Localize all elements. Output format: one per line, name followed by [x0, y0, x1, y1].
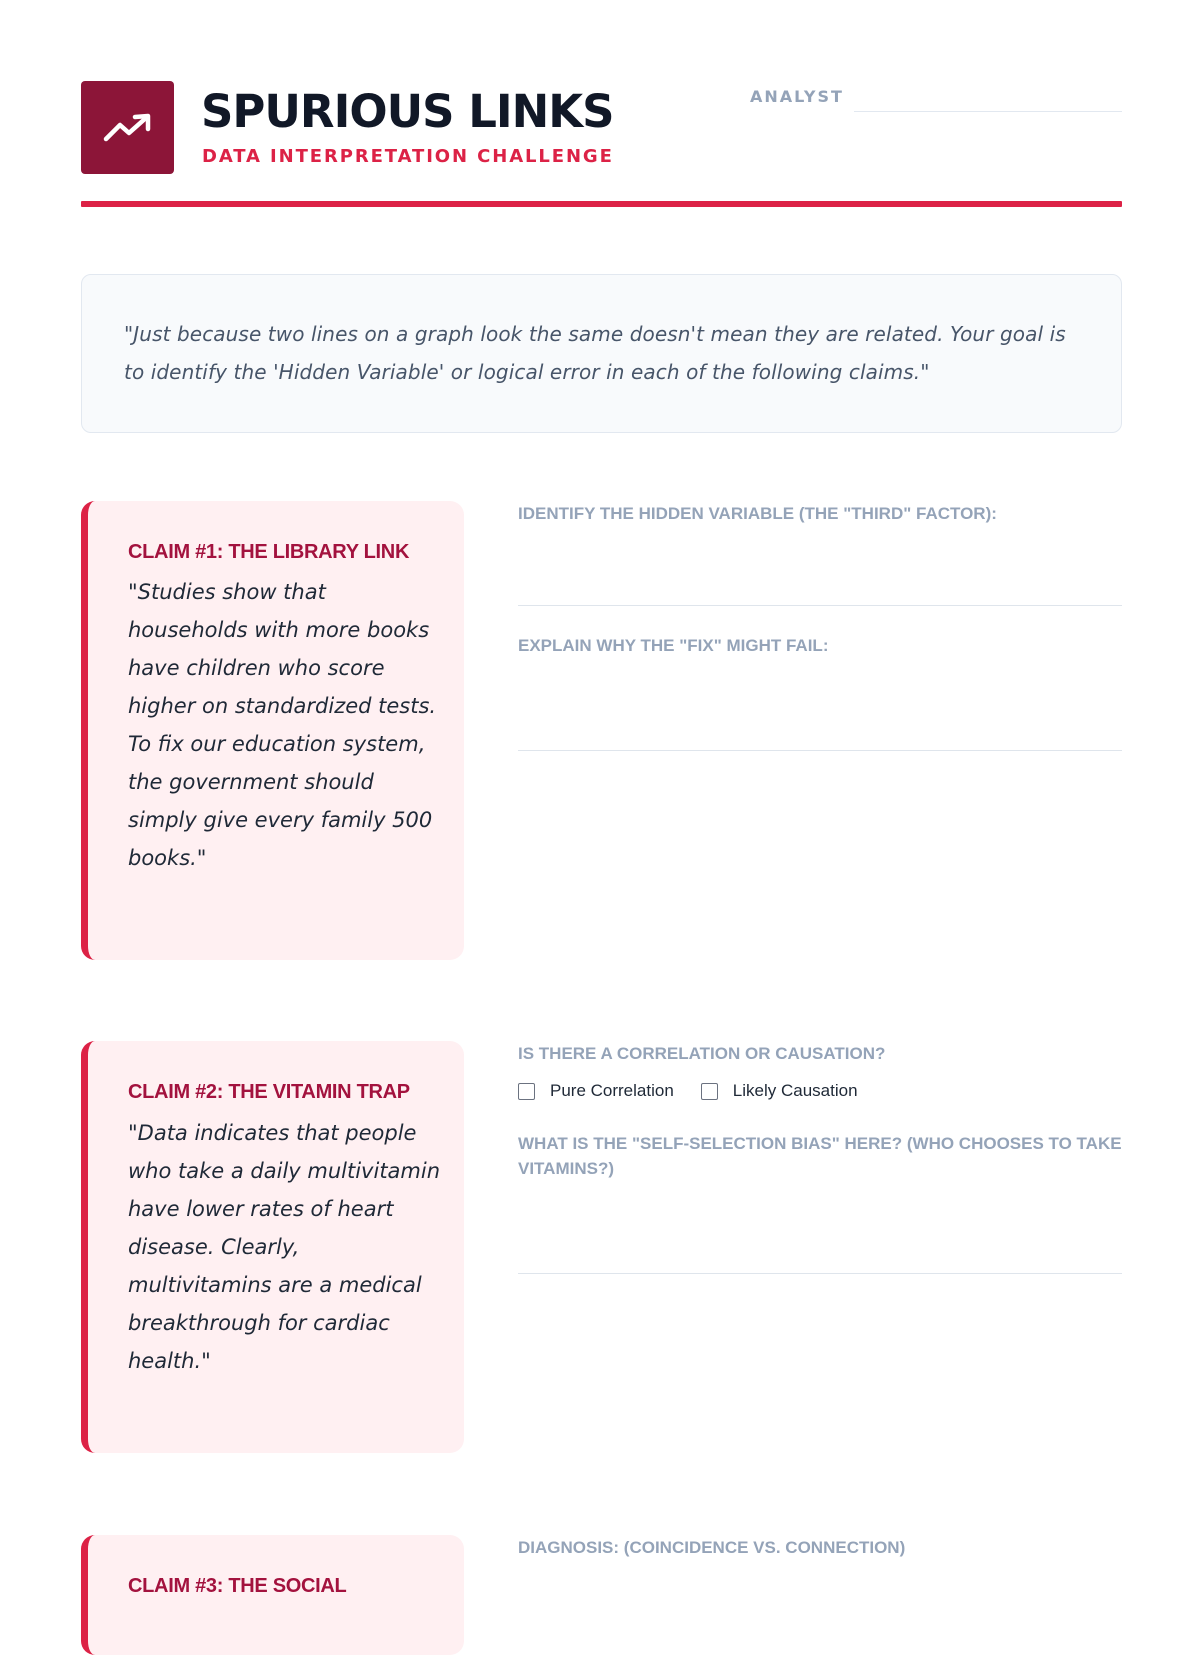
analyst-field[interactable]	[854, 111, 1122, 112]
logo	[81, 81, 174, 174]
intro-text: "Just because two lines on a graph look the same doesn't mean they are related. Your goal is to identify the 'Hidden Variable' or logical error in each of the following claims."	[124, 322, 1066, 384]
option-likely-causation[interactable]	[701, 1081, 858, 1101]
page-subtitle: DATA INTERPRETATION CHALLENGE	[202, 146, 614, 167]
claim-card	[81, 501, 464, 960]
intro-box	[81, 274, 1122, 433]
page-title: SPURIOUS LINKS	[201, 85, 614, 138]
header-divider	[81, 201, 1122, 207]
trending-up-icon	[103, 113, 153, 143]
worksheet	[81, 0, 1122, 1600]
question-label: IS THERE A CORRELATION OR CAUSATION?	[518, 1044, 886, 1063]
analyst-label: ANALYST	[750, 87, 844, 106]
option-label: Pure Correlation	[550, 1081, 674, 1100]
answer-field[interactable]	[518, 1273, 1122, 1274]
question-label: WHAT IS THE "SELF-SELECTION BIAS" HERE? (WHO CHOOSES TO TAKE VITAMINS?)	[518, 1134, 1122, 1178]
claim-quote: "Data indicates that people who take a daily multivitamin have lower rates of heart disease. Clearly, multivitamins are a medical breakthrough for cardiac health."	[128, 1121, 441, 1373]
claim-quote: "Studies show that households with more books have children who score higher on standardized tests. To fix our education system, the government should simply give every family 500 books."	[128, 580, 437, 870]
checkbox[interactable]	[518, 1083, 535, 1100]
option-pure-correlation[interactable]	[518, 1081, 674, 1101]
claim-title: CLAIM #3: THE SOCIAL	[128, 1575, 347, 1597]
question-label: IDENTIFY THE HIDDEN VARIABLE (THE "THIRD" FACTOR):	[518, 504, 997, 523]
claim-card	[81, 1041, 464, 1453]
claim-title: CLAIM #1: THE LIBRARY LINK	[128, 541, 410, 563]
answer-field[interactable]	[518, 750, 1122, 751]
question-label: DIAGNOSIS: (COINCIDENCE VS. CONNECTION)	[518, 1538, 906, 1557]
claim-card	[81, 1535, 464, 1655]
claim-title: CLAIM #2: THE VITAMIN TRAP	[128, 1081, 410, 1103]
choice-group	[518, 1081, 885, 1101]
option-label: Likely Causation	[732, 1081, 858, 1100]
answer-field[interactable]	[518, 605, 1122, 606]
question-label: EXPLAIN WHY THE "FIX" MIGHT FAIL:	[518, 636, 829, 655]
checkbox[interactable]	[701, 1083, 718, 1100]
